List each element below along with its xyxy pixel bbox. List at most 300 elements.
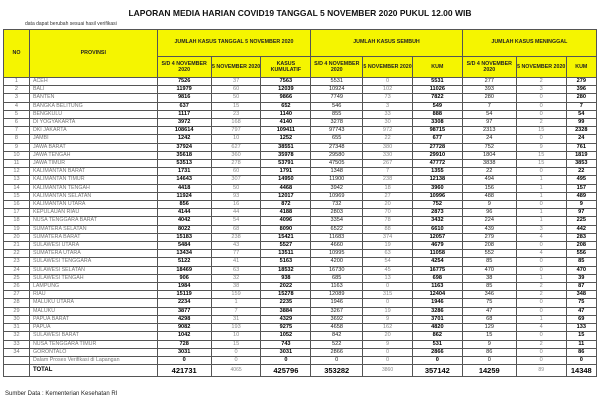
cell-sembuh-hari: 45 [363, 266, 413, 274]
table-row [4, 315, 597, 323]
cell-no: 10 [4, 151, 30, 159]
cell-meninggal-hari: 2 [516, 283, 566, 291]
cell-provinsi: KALIMANTAN UTARA [29, 201, 157, 209]
cell-meninggal-hari: 0 [516, 299, 566, 307]
cell-sembuh-hari: 19 [363, 242, 413, 250]
cell-meninggal-sd: 7 [462, 102, 516, 110]
cell-kasus-kumulatif: 7563 [261, 78, 311, 86]
table-row [4, 356, 597, 364]
table-row [4, 135, 597, 143]
cell-sembuh-sd: 4660 [311, 242, 363, 250]
cell-meninggal-kum: 69 [566, 315, 596, 323]
cell-sembuh-hari: 3 [363, 102, 413, 110]
cell-meninggal-sd: 752 [462, 143, 516, 151]
cell-provinsi: RIAU [29, 291, 157, 299]
cell-meninggal-sd: 470 [462, 266, 516, 274]
cell-sembuh-hari: 33 [363, 110, 413, 118]
cell-no: 19 [4, 225, 30, 233]
cell-sembuh-kum: 11058 [412, 250, 462, 258]
cell-kasus-hari: 63 [211, 266, 261, 274]
cell-meninggal-sd: 279 [462, 233, 516, 241]
cell-kasus-kumulatif: 12017 [261, 192, 311, 200]
cell-provinsi: PAPUA BARAT [29, 315, 157, 323]
cell-sembuh-hari: 102 [363, 86, 413, 94]
cell-sembuh-hari: 7 [363, 168, 413, 176]
table-row [4, 151, 597, 159]
table-row [4, 110, 597, 118]
table-row [4, 307, 597, 315]
cell-provinsi: KALIMANTAN TENGAH [29, 184, 157, 192]
cell-sembuh-hari: 30 [363, 119, 413, 127]
cell-kasus-sd: 4418 [157, 184, 211, 192]
table-row [4, 209, 597, 217]
cell-sembuh-sd: 685 [311, 274, 363, 282]
cell-kasus-kumulatif: 8090 [261, 225, 311, 233]
cell-meninggal-sd: 86 [462, 348, 516, 356]
cell-sembuh-sd: 1946 [311, 299, 363, 307]
cell-meninggal-kum: 97 [566, 209, 596, 217]
cell-kasus-sd: 13434 [157, 250, 211, 258]
cell-sembuh-sd: 97743 [311, 127, 363, 135]
cell-meninggal-kum: 225 [566, 217, 596, 225]
cell-provinsi: KALIMANTAN BARAT [29, 168, 157, 176]
table-row [4, 258, 597, 266]
cell-kasus-hari: 41 [211, 258, 261, 266]
cell-sembuh-sd: 1163 [311, 283, 363, 291]
cell-kasus-kumulatif: 5163 [261, 258, 311, 266]
cell-kasus-hari: 15 [211, 340, 261, 348]
cell-sembuh-sd: 29580 [311, 151, 363, 159]
cell-no [4, 356, 30, 364]
cell-sembuh-kum: 12057 [412, 233, 462, 241]
cell-kasus-kumulatif: 15421 [261, 233, 311, 241]
table-row [4, 94, 597, 102]
cell-meninggal-kum: 442 [566, 225, 596, 233]
header-kasus-kumulatif: KASUS KUMULATIF [261, 57, 311, 78]
cell-sembuh-hari: 18 [363, 184, 413, 192]
cell-kasus-hari: 77 [211, 250, 261, 258]
cell-meninggal-kum: 2328 [566, 127, 596, 135]
cell-meninggal-sd: 129 [462, 324, 516, 332]
cell-sembuh-sd: 6522 [311, 225, 363, 233]
cell-sembuh-sd: 655 [311, 135, 363, 143]
cell-sembuh-hari: 9 [363, 315, 413, 323]
cell-meninggal-kum: 15 [566, 332, 596, 340]
cell-sembuh-sd: 10995 [311, 250, 363, 258]
cell-meninggal-sd: 54 [462, 110, 516, 118]
table-row [4, 348, 597, 356]
cell-kasus-kumulatif: 9866 [261, 94, 311, 102]
table-row [4, 283, 597, 291]
cell-meninggal-hari: 1 [516, 315, 566, 323]
cell-meninggal-sd: 1804 [462, 151, 516, 159]
cell-kasus-kumulatif: 9275 [261, 324, 311, 332]
cell-kasus-hari: 23 [211, 110, 261, 118]
cell-sembuh-sd: 27348 [311, 143, 363, 151]
cell-sembuh-hari: 19 [363, 307, 413, 315]
table-row [4, 184, 597, 192]
cell-kasus-sd: 15119 [157, 291, 211, 299]
cell-meninggal-kum: 1819 [566, 151, 596, 159]
cell-kasus-sd: 1242 [157, 135, 211, 143]
cell-meninggal-kum: 11 [566, 340, 596, 348]
table-row [4, 192, 597, 200]
cell-kasus-sd: 37924 [157, 143, 211, 151]
cell-meninggal-sd: 85 [462, 283, 516, 291]
cell-meninggal-sd: 2313 [462, 127, 516, 135]
cell-meninggal-hari: 0 [516, 94, 566, 102]
cell-meninggal-sd: 224 [462, 217, 516, 225]
header-group-meninggal: JUMLAH KASUS MENINGGAL [462, 30, 596, 57]
cell-no: 29 [4, 307, 30, 315]
cell-kasus-sd: 5122 [157, 258, 211, 266]
cell-sembuh-sd: 10924 [311, 86, 363, 94]
cell-kasus-kumulatif: 1140 [261, 110, 311, 118]
cell-provinsi: KEPULAUAN RIAU [29, 209, 157, 217]
table-row [4, 78, 597, 86]
cell-kasus-hari: 0 [211, 348, 261, 356]
cell-kasus-kumulatif: 35978 [261, 151, 311, 159]
cell-meninggal-hari: 4 [516, 233, 566, 241]
cell-provinsi: SULAWESI SELATAN [29, 266, 157, 274]
cell-meninggal-kum: 75 [566, 299, 596, 307]
cell-meninggal-kum: 396 [566, 86, 596, 94]
cell-kasus-sd: 35618 [157, 151, 211, 159]
header-meninggal-kum: KUM [566, 57, 596, 78]
cell-meninggal-hari: 3 [516, 225, 566, 233]
cell-sembuh-kum: 6610 [412, 225, 462, 233]
cell-meninggal-hari: 0 [516, 168, 566, 176]
cell-meninggal-hari: 2 [516, 78, 566, 86]
cell-provinsi: SULAWESI BARAT [29, 332, 157, 340]
cell-kasus-kumulatif: 1052 [261, 332, 311, 340]
cell-meninggal-kum: 7 [566, 102, 596, 110]
table-row [4, 332, 597, 340]
cell-provinsi: BENGKULU [29, 110, 157, 118]
cell-kasus-kumulatif: 872 [261, 201, 311, 209]
cell-kasus-sd: 728 [157, 340, 211, 348]
cell-meninggal-sd: 439 [462, 225, 516, 233]
table-row [4, 143, 597, 151]
cell-sembuh-hari: 330 [363, 151, 413, 159]
cell-provinsi: BALI [29, 86, 157, 94]
cell-kasus-hari: 10 [211, 332, 261, 340]
cell-sembuh-kum: 3286 [412, 307, 462, 315]
cell-provinsi: JAWA BARAT [29, 143, 157, 151]
table-row [4, 242, 597, 250]
cell-no: 34 [4, 348, 30, 356]
cell-kasus-sd: 18469 [157, 266, 211, 274]
cell-meninggal-sd: 15 [462, 332, 516, 340]
cell-meninggal-sd: 494 [462, 176, 516, 184]
cell-kasus-kumulatif: 1791 [261, 168, 311, 176]
total-cell-meninggal-hari: 89 [516, 365, 566, 377]
table-row [4, 233, 597, 241]
cell-kasus-hari: 68 [211, 225, 261, 233]
cell-kasus-hari: 32 [211, 274, 261, 282]
cell-meninggal-sd: 68 [462, 315, 516, 323]
header-group-sembuh: JUMLAH KASUS SEMBUH [311, 30, 462, 57]
cell-kasus-hari: 193 [211, 324, 261, 332]
cell-provinsi: MALUKU [29, 307, 157, 315]
cell-provinsi: SUMATERA BARAT [29, 233, 157, 241]
cell-sembuh-kum: 1163 [412, 283, 462, 291]
cell-kasus-hari: 168 [211, 119, 261, 127]
cell-meninggal-hari: 0 [516, 266, 566, 274]
cell-sembuh-hari: 0 [363, 356, 413, 364]
total-cell-no [4, 365, 30, 377]
cell-kasus-kumulatif: 4188 [261, 209, 311, 217]
covid-report-table [3, 29, 597, 377]
cell-provinsi: ACEH [29, 78, 157, 86]
header-kasus-sd: S/D 4 NOVEMBER 2020 [157, 57, 211, 78]
cell-meninggal-kum: 133 [566, 324, 596, 332]
cell-meninggal-hari: 0 [516, 332, 566, 340]
table-row [4, 324, 597, 332]
table-row [4, 217, 597, 225]
cell-kasus-sd: 4144 [157, 209, 211, 217]
header-no: NO [4, 30, 30, 78]
header-meninggal-hari: 5 NOVEMBER 2020 [516, 57, 566, 78]
cell-provinsi: SULAWESI TENGGARA [29, 258, 157, 266]
cell-kasus-sd: 0 [157, 356, 211, 364]
cell-kasus-hari: 278 [211, 160, 261, 168]
cell-sembuh-kum: 698 [412, 274, 462, 282]
cell-sembuh-hari: 63 [363, 250, 413, 258]
table-row [4, 299, 597, 307]
cell-kasus-sd: 637 [157, 102, 211, 110]
cell-sembuh-kum: 3701 [412, 315, 462, 323]
cell-kasus-kumulatif: 4329 [261, 315, 311, 323]
cell-meninggal-sd: 552 [462, 250, 516, 258]
cell-meninggal-sd: 38 [462, 274, 516, 282]
cell-kasus-sd: 108614 [157, 127, 211, 135]
cell-kasus-sd: 11979 [157, 86, 211, 94]
total-cell-provinsi: TOTAL [29, 365, 157, 377]
cell-meninggal-kum: 208 [566, 242, 596, 250]
table-body [4, 78, 597, 377]
cell-provinsi: SULAWESI TENGAH [29, 274, 157, 282]
header-sembuh-hari: 5 NOVEMBER 2020 [363, 57, 413, 78]
cell-meninggal-sd: 75 [462, 299, 516, 307]
cell-meninggal-hari: 0 [516, 258, 566, 266]
cell-meninggal-hari: 0 [516, 356, 566, 364]
cell-provinsi: PAPUA [29, 324, 157, 332]
cell-no: 7 [4, 127, 30, 135]
cell-sembuh-hari: 13 [363, 274, 413, 282]
cell-meninggal-kum: 87 [566, 283, 596, 291]
cell-meninggal-sd: 9 [462, 201, 516, 209]
cell-kasus-kumulatif: 15278 [261, 291, 311, 299]
cell-no: 17 [4, 209, 30, 217]
cell-sembuh-kum: 531 [412, 340, 462, 348]
cell-no: 30 [4, 315, 30, 323]
total-cell-sembuh-kum: 357142 [412, 365, 462, 377]
cell-meninggal-hari: 0 [516, 242, 566, 250]
cell-kasus-kumulatif: 14950 [261, 176, 311, 184]
cell-sembuh-sd: 11900 [311, 176, 363, 184]
cell-sembuh-kum: 10996 [412, 192, 462, 200]
cell-no: 22 [4, 250, 30, 258]
cell-meninggal-kum: 47 [566, 307, 596, 315]
total-row [4, 365, 597, 377]
cell-meninggal-sd: 85 [462, 258, 516, 266]
cell-meninggal-hari: 0 [516, 110, 566, 118]
cell-sembuh-hari: 88 [363, 225, 413, 233]
cell-no: 25 [4, 274, 30, 282]
cell-kasus-kumulatif: 18532 [261, 266, 311, 274]
cell-meninggal-sd: 280 [462, 94, 516, 102]
cell-kasus-hari: 797 [211, 127, 261, 135]
total-cell-kasus-kumulatif: 425796 [261, 365, 311, 377]
cell-no: 26 [4, 283, 30, 291]
cell-kasus-kumulatif: 12039 [261, 86, 311, 94]
cell-kasus-kumulatif: 2022 [261, 283, 311, 291]
table-row [4, 127, 597, 135]
cell-sembuh-kum: 16775 [412, 266, 462, 274]
cell-meninggal-kum: 9 [566, 201, 596, 209]
cell-meninggal-sd: 346 [462, 291, 516, 299]
cell-meninggal-hari: 3 [516, 86, 566, 94]
cell-kasus-hari: 93 [211, 192, 261, 200]
verification-note: data dapat berubah sesuai hasil verifikasi [25, 21, 117, 27]
cell-kasus-hari: 15 [211, 102, 261, 110]
cell-provinsi: JAWA TIMUR [29, 160, 157, 168]
total-cell-sembuh-sd: 353282 [311, 365, 363, 377]
cell-meninggal-sd: 22 [462, 168, 516, 176]
cell-meninggal-kum: 280 [566, 94, 596, 102]
cell-meninggal-hari: 2 [516, 340, 566, 348]
cell-meninggal-sd: 156 [462, 184, 516, 192]
cell-sembuh-hari: 78 [363, 217, 413, 225]
cell-sembuh-kum: 2866 [412, 348, 462, 356]
cell-provinsi: SUMATERA SELATAN [29, 225, 157, 233]
table-row [4, 86, 597, 94]
cell-kasus-kumulatif: 938 [261, 274, 311, 282]
cell-no: 11 [4, 160, 30, 168]
cell-meninggal-kum: 761 [566, 143, 596, 151]
cell-no: 3 [4, 94, 30, 102]
cell-provinsi: KALIMANTAN TIMUR [29, 176, 157, 184]
cell-sembuh-kum: 12138 [412, 176, 462, 184]
cell-sembuh-sd: 16730 [311, 266, 363, 274]
cell-kasus-hari: 238 [211, 233, 261, 241]
cell-kasus-hari: 1 [211, 299, 261, 307]
cell-sembuh-sd: 3942 [311, 184, 363, 192]
table-row [4, 250, 597, 258]
cell-kasus-sd: 7526 [157, 78, 211, 86]
header-sembuh-kum: KUM [412, 57, 462, 78]
cell-meninggal-sd: 277 [462, 78, 516, 86]
cell-meninggal-hari: 1 [516, 192, 566, 200]
cell-provinsi: BANGKA BELITUNG [29, 102, 157, 110]
cell-sembuh-sd: 4658 [311, 324, 363, 332]
cell-meninggal-kum: 157 [566, 184, 596, 192]
cell-sembuh-hari: 315 [363, 291, 413, 299]
cell-provinsi: NUSA TENGGARA TIMUR [29, 340, 157, 348]
cell-kasus-sd: 9082 [157, 324, 211, 332]
cell-sembuh-kum: 862 [412, 332, 462, 340]
cell-kasus-sd: 15183 [157, 233, 211, 241]
cell-provinsi: Dalam Proses Verifikasi di Lapangan [29, 356, 157, 364]
cell-meninggal-kum: 0 [566, 356, 596, 364]
cell-kasus-sd: 856 [157, 201, 211, 209]
table-row [4, 201, 597, 209]
report-title: LAPORAN MEDIA HARIAN COVID19 TANGGAL 5 NOVEMBER 2020 PUKUL 12.00 WIB [128, 8, 472, 18]
cell-kasus-hari: 44 [211, 209, 261, 217]
cell-sembuh-sd: 11683 [311, 233, 363, 241]
cell-kasus-hari: 50 [211, 94, 261, 102]
cell-kasus-sd: 14643 [157, 176, 211, 184]
cell-meninggal-kum: 489 [566, 192, 596, 200]
cell-meninggal-hari: 1 [516, 274, 566, 282]
cell-no: 20 [4, 233, 30, 241]
table-row [4, 168, 597, 176]
cell-kasus-sd: 3031 [157, 348, 211, 356]
cell-sembuh-sd: 5531 [311, 78, 363, 86]
cell-no: 21 [4, 242, 30, 250]
cell-kasus-sd: 1042 [157, 332, 211, 340]
cell-sembuh-kum: 3432 [412, 217, 462, 225]
cell-kasus-hari: 31 [211, 315, 261, 323]
table-row [4, 102, 597, 110]
cell-provinsi: LAMPUNG [29, 283, 157, 291]
cell-meninggal-hari: 4 [516, 250, 566, 258]
cell-kasus-sd: 9816 [157, 94, 211, 102]
cell-no: 4 [4, 102, 30, 110]
cell-kasus-sd: 1117 [157, 110, 211, 118]
cell-meninggal-hari: 1 [516, 217, 566, 225]
table-row [4, 160, 597, 168]
cell-meninggal-hari: 2 [516, 291, 566, 299]
cell-kasus-hari: 10 [211, 135, 261, 143]
cell-meninggal-kum: 495 [566, 176, 596, 184]
cell-sembuh-hari: 27 [363, 192, 413, 200]
cell-no: 13 [4, 176, 30, 184]
cell-meninggal-hari: 1 [516, 176, 566, 184]
cell-meninggal-kum: 86 [566, 348, 596, 356]
cell-sembuh-hari: 0 [363, 283, 413, 291]
cell-kasus-kumulatif: 38551 [261, 143, 311, 151]
cell-sembuh-sd: 2866 [311, 348, 363, 356]
cell-kasus-sd: 2234 [157, 299, 211, 307]
cell-provinsi: JAMBI [29, 135, 157, 143]
cell-kasus-kumulatif: 3884 [261, 307, 311, 315]
cell-sembuh-kum: 1355 [412, 168, 462, 176]
cell-kasus-hari: 307 [211, 176, 261, 184]
table-row [4, 340, 597, 348]
cell-kasus-kumulatif: 2235 [261, 299, 311, 307]
cell-meninggal-sd: 96 [462, 209, 516, 217]
cell-no: 8 [4, 135, 30, 143]
cell-no: 24 [4, 266, 30, 274]
cell-no: 28 [4, 299, 30, 307]
table-row [4, 291, 597, 299]
cell-sembuh-kum: 0 [412, 356, 462, 364]
cell-provinsi: MALUKU UTARA [29, 299, 157, 307]
cell-sembuh-kum: 888 [412, 110, 462, 118]
cell-meninggal-kum: 39 [566, 274, 596, 282]
cell-sembuh-sd: 546 [311, 102, 363, 110]
cell-sembuh-hari: 70 [363, 209, 413, 217]
cell-meninggal-kum: 470 [566, 266, 596, 274]
cell-sembuh-sd: 7749 [311, 94, 363, 102]
cell-kasus-kumulatif: 53791 [261, 160, 311, 168]
cell-sembuh-kum: 549 [412, 102, 462, 110]
cell-sembuh-sd: 4200 [311, 258, 363, 266]
cell-kasus-sd: 5484 [157, 242, 211, 250]
cell-meninggal-hari: 2 [516, 119, 566, 127]
